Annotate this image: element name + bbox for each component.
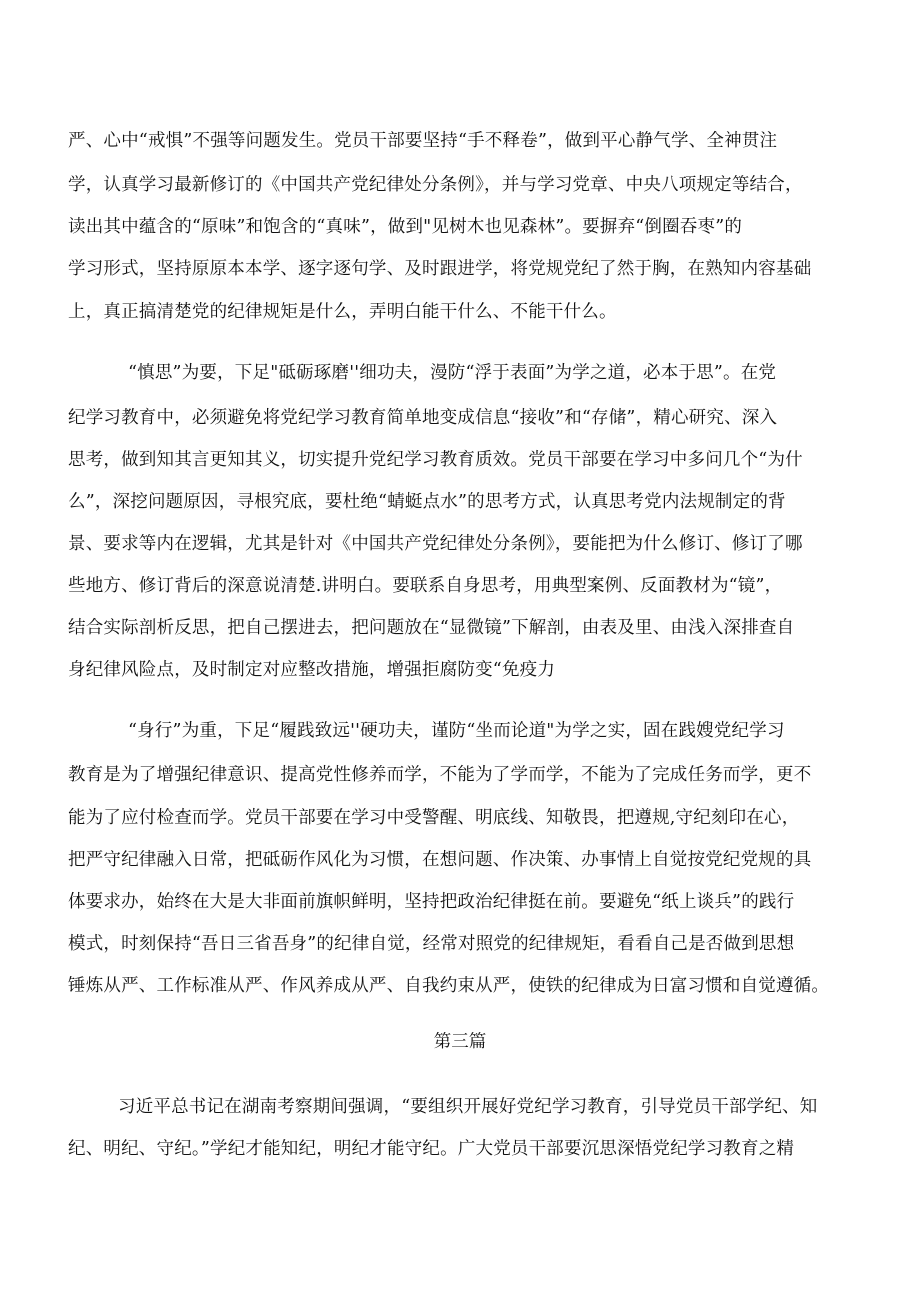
text-line: 学，认真学习最新修订的《中国共产党纪律处分条例》，并与学习党章、中央八项规定等结合，	[68, 175, 803, 195]
text-line: 思考，做到知其言更知其义，切实提升党纪学习教育质效。党员干部要在学习中多问几个“为什	[68, 450, 803, 470]
text-line: 教育是为了增强纪律意识、提高党性修养而学，不能为了学而学，不能为了完成任务而学，更不	[68, 765, 812, 785]
text-line: 景、要求等内在逻辑，尤其是针对《中国共产党纪律处分条例》，要能把为什么修订、修订了哪	[68, 534, 803, 554]
text-line: 纪、明纪、守纪。”学纪才能知纪，明纪才能守纪。广大党员干部要沉思深悟党纪学习教育之精	[68, 1139, 795, 1159]
text-line: 学习形式，坚持原原本本学、逐字逐句学、及时跟进学，将党规党纪了然于胸，在熟知内容基础	[68, 259, 812, 279]
text-line: 能为了应付检查而学。党员干部要在学习中受警醒、明底线、知敬畏，把遵规,守纪刻印在心，	[68, 808, 800, 828]
text-line: 结合实际剖析反思，把自己摆进去，把问题放在“显微镜”下解剖，由表及里、由浅入深排查自	[68, 618, 795, 638]
text-line: 锤炼从严、工作标准从严、作风养成从严、自我约束从严，使铁的纪律成为日富习惯和自觉遵循。	[68, 976, 830, 996]
text-line: 严、心中“戒惧”不强等问题发生。党员干部要坚持“手不释卷”，做到平心静气学、全神贯注	[68, 131, 778, 151]
text-line: 纪学习教育中，必须避免将党纪学习教育简单地变成信息“接收”和“存储”，精心研究、深入	[68, 408, 778, 428]
text-line: 些地方、修订背后的深意说清楚.讲明白。要联系自身思考，用典型案例、反面教材为“镜”，	[68, 576, 783, 596]
text-line: “身行”为重，下足“履践致远''硬功夫，谨防“坐而论道"为学之实，固在践嫂党纪学习	[128, 721, 785, 741]
text-line: 把严守纪律融入日常，把砥砺作风化为习惯，在想问题、作决策、办事情上自觉按党纪党规的具	[68, 850, 812, 870]
text-line: 习近平总书记在湖南考察期间强调，“要组织开展好党纪学习教育，引导党员干部学纪、知	[118, 1097, 818, 1117]
text-line: “慎思”为要，下足"砥砺琢磨''细功夫，漫防“浮于表面”为学之道，必本于思”。在党	[128, 363, 777, 383]
text-line: 模式，时刻保持“吾日三省吾身”的纪律自觉，经常对照党的纪律规矩，看看自己是否做到思想	[68, 934, 795, 954]
text-line: 么”，深挖问题原因，寻根究底，要杜绝“蜻蜓点水”的思考方式，认真思考党内法规制定的背	[68, 492, 786, 512]
text-line: 体要求办，始终在大是大非面前旗帜鲜明，坚持把政治纪律挺在前。要避免“纸上谈兵”的践行	[68, 892, 795, 912]
text-line: 身纪律风险点，及时制定对应整改措施，增强拒腐防变“免疫力	[68, 660, 556, 680]
text-line: 上，真正搞清楚党的纪律规矩是什么，弄明白能干什么、不能干什么。	[68, 302, 617, 322]
text-line: 读出其中蕴含的“原味”和饱含的“真味”，做到"见树木也见森林”。要摒弃“倒圈吞枣”的	[68, 217, 743, 237]
section-heading: 第三篇	[433, 1032, 487, 1052]
